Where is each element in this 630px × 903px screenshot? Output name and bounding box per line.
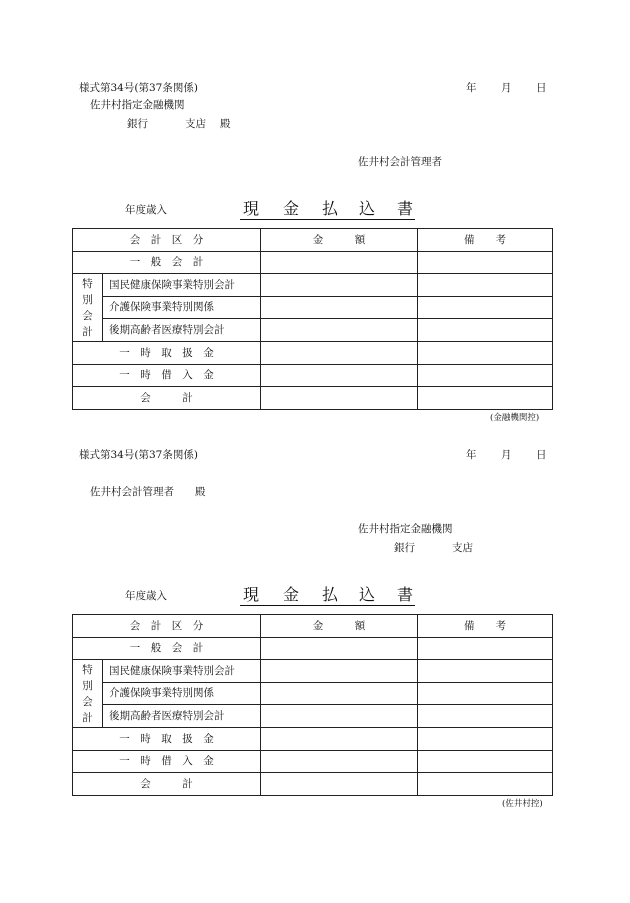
header-remarks: 備 考: [418, 615, 553, 638]
header-kubun: 会 計 区 分: [73, 615, 261, 638]
table-row: [73, 750, 553, 773]
remarks-cell[interactable]: [418, 660, 553, 683]
amount-cell[interactable]: [261, 296, 418, 319]
row-special-item: 国民健康保険事業特別会計: [103, 660, 261, 683]
form-number: 様式第34号(第37条関係): [79, 82, 198, 94]
addressee-branch-label: 支店: [185, 118, 206, 130]
table-row: [73, 682, 553, 705]
vertical-char: 特: [82, 663, 93, 676]
row-special-item: 介護保険事業特別関係: [103, 682, 261, 705]
sender-institution: 佐井村指定金融機関: [358, 523, 453, 535]
vertical-char: 会: [82, 309, 93, 322]
table-row: [73, 251, 553, 274]
table-row: [73, 341, 553, 364]
row-temp-loan: 一 時 借 入 金: [73, 364, 261, 387]
title-char: 現: [243, 199, 260, 218]
remarks-cell[interactable]: [418, 341, 553, 364]
remarks-cell[interactable]: [418, 251, 553, 274]
row-special-item: 国民健康保険事業特別会計: [103, 274, 261, 297]
document-title: [243, 201, 413, 219]
row-temp-handling: 一 時 取 扱 金: [73, 727, 261, 750]
addressee-bank-label: 銀行: [127, 118, 148, 130]
title-char: 現: [243, 585, 260, 604]
table-row: [73, 637, 553, 660]
amount-cell[interactable]: [261, 341, 418, 364]
remarks-cell[interactable]: [418, 637, 553, 660]
date-day-label: 日: [536, 449, 547, 461]
remarks-cell[interactable]: [418, 705, 553, 728]
copy-note: (金融機関控): [490, 413, 540, 423]
special-account-label: [73, 660, 103, 728]
remarks-cell[interactable]: [418, 319, 553, 342]
table-row: [73, 364, 553, 387]
header-amount: 金 額: [261, 229, 418, 252]
row-special-item: 後期高齢者医療特別会計: [103, 319, 261, 342]
table-row: [73, 387, 553, 410]
sender-bank-label: 銀行: [394, 542, 415, 554]
fiscal-year-label: 年度歳入: [125, 590, 167, 602]
title-char: 払: [322, 585, 339, 604]
vertical-char: 会: [82, 695, 93, 708]
amount-cell[interactable]: [261, 319, 418, 342]
table-row: [73, 727, 553, 750]
vertical-char: 計: [82, 711, 93, 724]
amount-cell[interactable]: [261, 274, 418, 297]
amount-cell[interactable]: [261, 705, 418, 728]
title-underline: [240, 219, 415, 220]
row-special-item: 介護保険事業特別関係: [103, 296, 261, 319]
title-underline: [240, 605, 415, 606]
amount-cell[interactable]: [261, 251, 418, 274]
remarks-cell[interactable]: [418, 387, 553, 410]
fiscal-year-label: 年度歳入: [125, 204, 167, 216]
vertical-char: 特: [82, 277, 93, 290]
amount-cell[interactable]: [261, 727, 418, 750]
vertical-char: 別: [82, 293, 93, 306]
amount-cell[interactable]: [261, 660, 418, 683]
title-char: 込: [359, 585, 376, 604]
table-row: [73, 274, 553, 297]
title-char: 金: [283, 585, 300, 604]
table-row: [73, 773, 553, 796]
remarks-cell[interactable]: [418, 682, 553, 705]
amount-cell[interactable]: [261, 773, 418, 796]
amount-cell[interactable]: [261, 387, 418, 410]
amount-cell[interactable]: [261, 750, 418, 773]
title-char: 書: [397, 585, 414, 604]
sender-name: 佐井村会計管理者: [358, 156, 442, 168]
row-temp-loan: 一 時 借 入 金: [73, 750, 261, 773]
payment-table: [72, 614, 553, 796]
date-month-label: 月: [501, 449, 512, 461]
row-total: 会 計: [73, 387, 261, 410]
row-total: 会 計: [73, 773, 261, 796]
row-special-item: 後期高齢者医療特別会計: [103, 705, 261, 728]
amount-cell[interactable]: [261, 682, 418, 705]
special-account-label: [73, 274, 103, 342]
amount-cell[interactable]: [261, 637, 418, 660]
remarks-cell[interactable]: [418, 296, 553, 319]
remarks-cell[interactable]: [418, 274, 553, 297]
table-row: [73, 705, 553, 728]
sender-branch-label: 支店: [452, 542, 473, 554]
addressee-institution: 佐井村指定金融機関: [90, 99, 185, 111]
document-title: [243, 587, 413, 605]
title-char: 払: [322, 199, 339, 218]
title-char: 書: [397, 199, 414, 218]
addressee-honorific: 殿: [220, 118, 231, 130]
row-general-account: 一 般 会 計: [73, 637, 261, 660]
title-char: 金: [283, 199, 300, 218]
remarks-cell[interactable]: [418, 364, 553, 387]
header-amount: 金 額: [261, 615, 418, 638]
remarks-cell[interactable]: [418, 727, 553, 750]
date-year-label: 年: [466, 82, 477, 94]
row-temp-handling: 一 時 取 扱 金: [73, 341, 261, 364]
amount-cell[interactable]: [261, 364, 418, 387]
addressee-honorific: 殿: [195, 486, 206, 498]
vertical-char: 別: [82, 679, 93, 692]
table-row: [73, 296, 553, 319]
row-general-account: 一 般 会 計: [73, 251, 261, 274]
date-year-label: 年: [466, 449, 477, 461]
header-kubun: 会 計 区 分: [73, 229, 261, 252]
addressee-name: 佐井村会計管理者: [90, 486, 174, 498]
date-month-label: 月: [501, 82, 512, 94]
date-day-label: 日: [536, 82, 547, 94]
payment-table: [72, 228, 553, 410]
table-header-row: [73, 615, 553, 638]
table-header-row: [73, 229, 553, 252]
header-remarks: 備 考: [418, 229, 553, 252]
vertical-char: 計: [82, 325, 93, 338]
form-number: 様式第34号(第37条関係): [79, 449, 198, 461]
table-row: [73, 319, 553, 342]
remarks-cell[interactable]: [418, 773, 553, 796]
table-row: [73, 660, 553, 683]
copy-note: (佐井村控): [502, 799, 543, 809]
title-char: 込: [359, 199, 376, 218]
remarks-cell[interactable]: [418, 750, 553, 773]
